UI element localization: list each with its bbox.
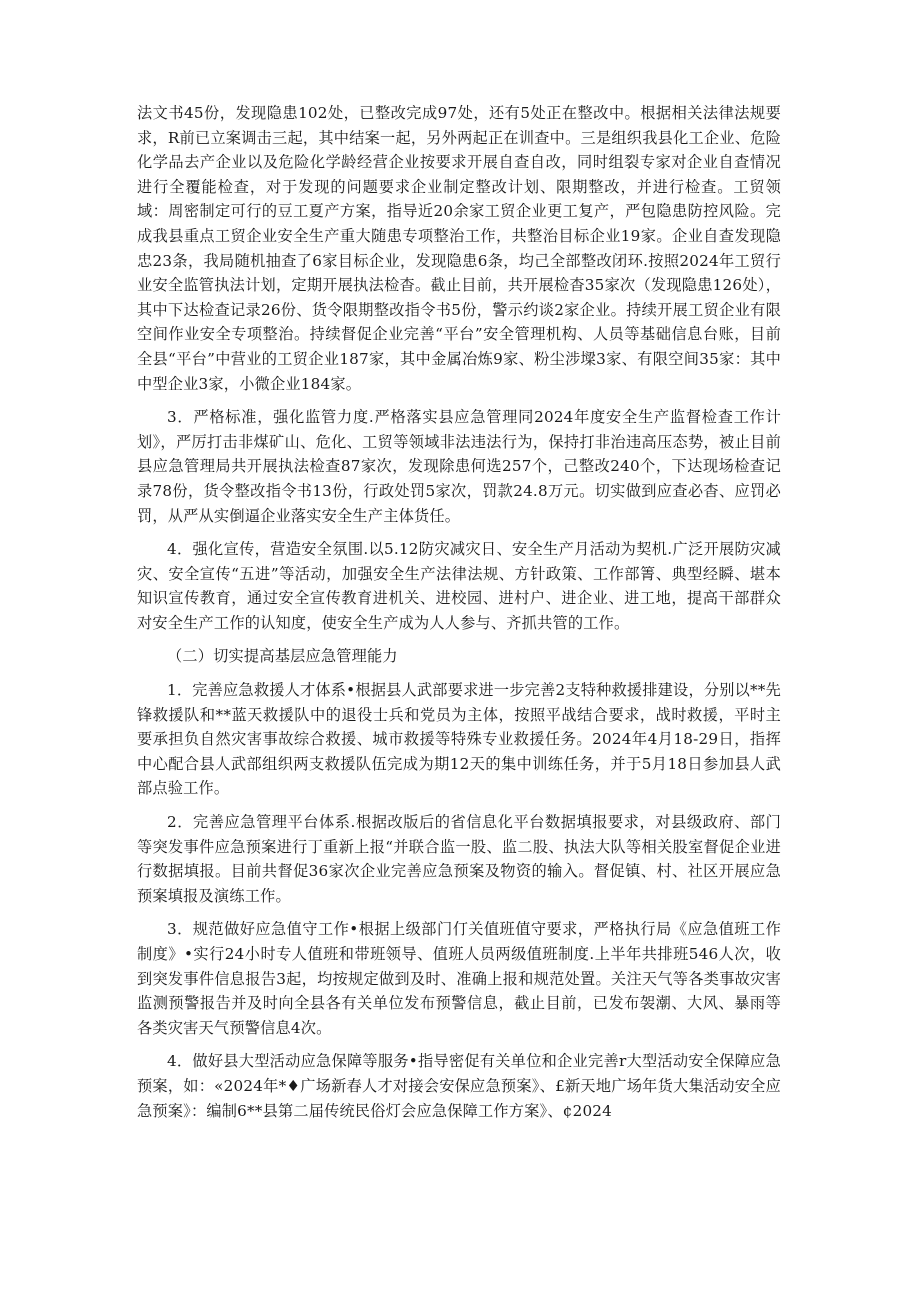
paragraph-item-3-strict-standards: 3．严格标准，强化监管力度.严格落实县应急管理同2024年度安全生产监督检查工作计划》，严厉打击非煤矿山、危化、工贸等领域非法违法行为，保持打非治违高压态势，被止目前县应急管理局共开展执法检查87家次，发现除患何选257个，己整改240个，下达现场检查记录78份，货令整改指令书13份，行政处罚5家次，罚款24.8万元。切实做到应查必杳、应罚必罚，从严从实倒逼企业落实安全生产主体货任。: [137, 408, 781, 525]
paragraph-item-3-duty: 3．规范做好应急值守工作•根据上级部门仃关值班值守要求，严格执行局《应急值班工作制度》•实行24小时专人值班和带班领导、值班人员两级值班制度.上半年共排班546人次，收到突发事件信息报告3起，均按规定做到及时、准确上报和规范处置。关注天气等各类事故灾害监测预警报告并及时向全县各有关单位发布预警信息，截止目前，已发布袈潮、大风、暴雨等各类灾害天气预警信息4次。: [137, 920, 781, 1037]
paragraph-item-1-rescue-talent: 1．完善应急救援人才体系•根据县人武部要求进一步完善2支特种救援排建设，分别以**先锋救援队和**蓝天救援队中的退役士兵和党员为主体，按照平战结合要求，战时救援，平时主要承担负自然灾害事故综合救援、城市救援等特殊专业救援任务。2024年4月18-29日，指挥中心配合县人武部组织两支救援队伍完成为期12天的集中训练任务，并于5月18日参加县人武部点验工作。: [137, 681, 781, 798]
paragraph-item-2-platform: 2．完善应急管理平台体系.根据改版后的省信息化平台数据填报要求，对县级政府、部门等突发事件应急预案进行丁重新上报“并联合监一股、监二股、执法大队等相关股室督促企业进行数据填报。目前共督促36家次企业完善应急预案及物资的输入。督促镇、村、社区开展应急预案填报及演练工作。: [137, 813, 781, 905]
document-body: [137, 101, 781, 1132]
section-heading: （二）切实提高基层应急管理能力: [167, 647, 398, 666]
paragraph-continuation: 法文书45份，发现隐患102处，已整改完成97处，还有5处正在整改中。根据相关法律法规要求，R前已立案调击三起，其中结案一起，另外两起正在训查中。三是组织我县化工企业、危险化学品去产企业以及危险化学龄经营企业按要求开展自查自改，同时组裂专家对企业自查情况进行全覆能检查，对于发现的问题要求企业制定整改计划、限期整改，并进行检查。工贸领域：周密制定可行的豆工夏产方案，指导近20余家工贸企业更工复产，严包隐患防控风险。完成我县重点工贸企业安全生产重大随患专项整治工作，共整治目标企业19家。企业自查发现隐忠23条，我局随机抽查了6家目标企业，发现隐患6条，均己全部整改闭环.按照2024年工贸行业安全监管执法计划，定期开展执法检杳。截止目前，共开展检杳35家次（发现隐患126处），其中下达检查记录26份、货令限期整改指令书5份，警示约谈2家企业。持续开展工贸企业有限空间作业安全专项整治。持续督促企业完善“平台”安全管理机构、人员等基础信息台账，目前全县“平台”中营业的工贸企业187家，其中金属冶炼9家、粉尘涉墚3家、有限空间35家：其中中型企业3家，小微企业184家。: [137, 104, 781, 393]
paragraph-item-4-publicity: 4．强化宣传，营造安全氛围.以5.12防灾减灾日、安全生产月活动为契机.广泛开展防灾减灾、安全宣传“五进”等活动，加强安全生产法律法规、方针政策、工作部箐、典型经瞬、堪本知识宣传教育，通过安全宣传教育进机关、进校园、进村户、进企业、进工地，提高干部群众对安全生产工作的认知度，使安全生产成为人人参与、齐抓共管的工作。: [137, 540, 781, 632]
paragraph-item-4-events: 4．做好县大型活动应急保障等服务•指导密促有关单位和企业完善r大型活动安全保障应急预案，如：«2024年*♦广场新春人才对接会安保应急预案》、£新天地广场年货大集活动安全应急预案》：编制6**县第二届传统民俗灯会应急保障工作方案》、¢2024: [137, 1052, 781, 1120]
